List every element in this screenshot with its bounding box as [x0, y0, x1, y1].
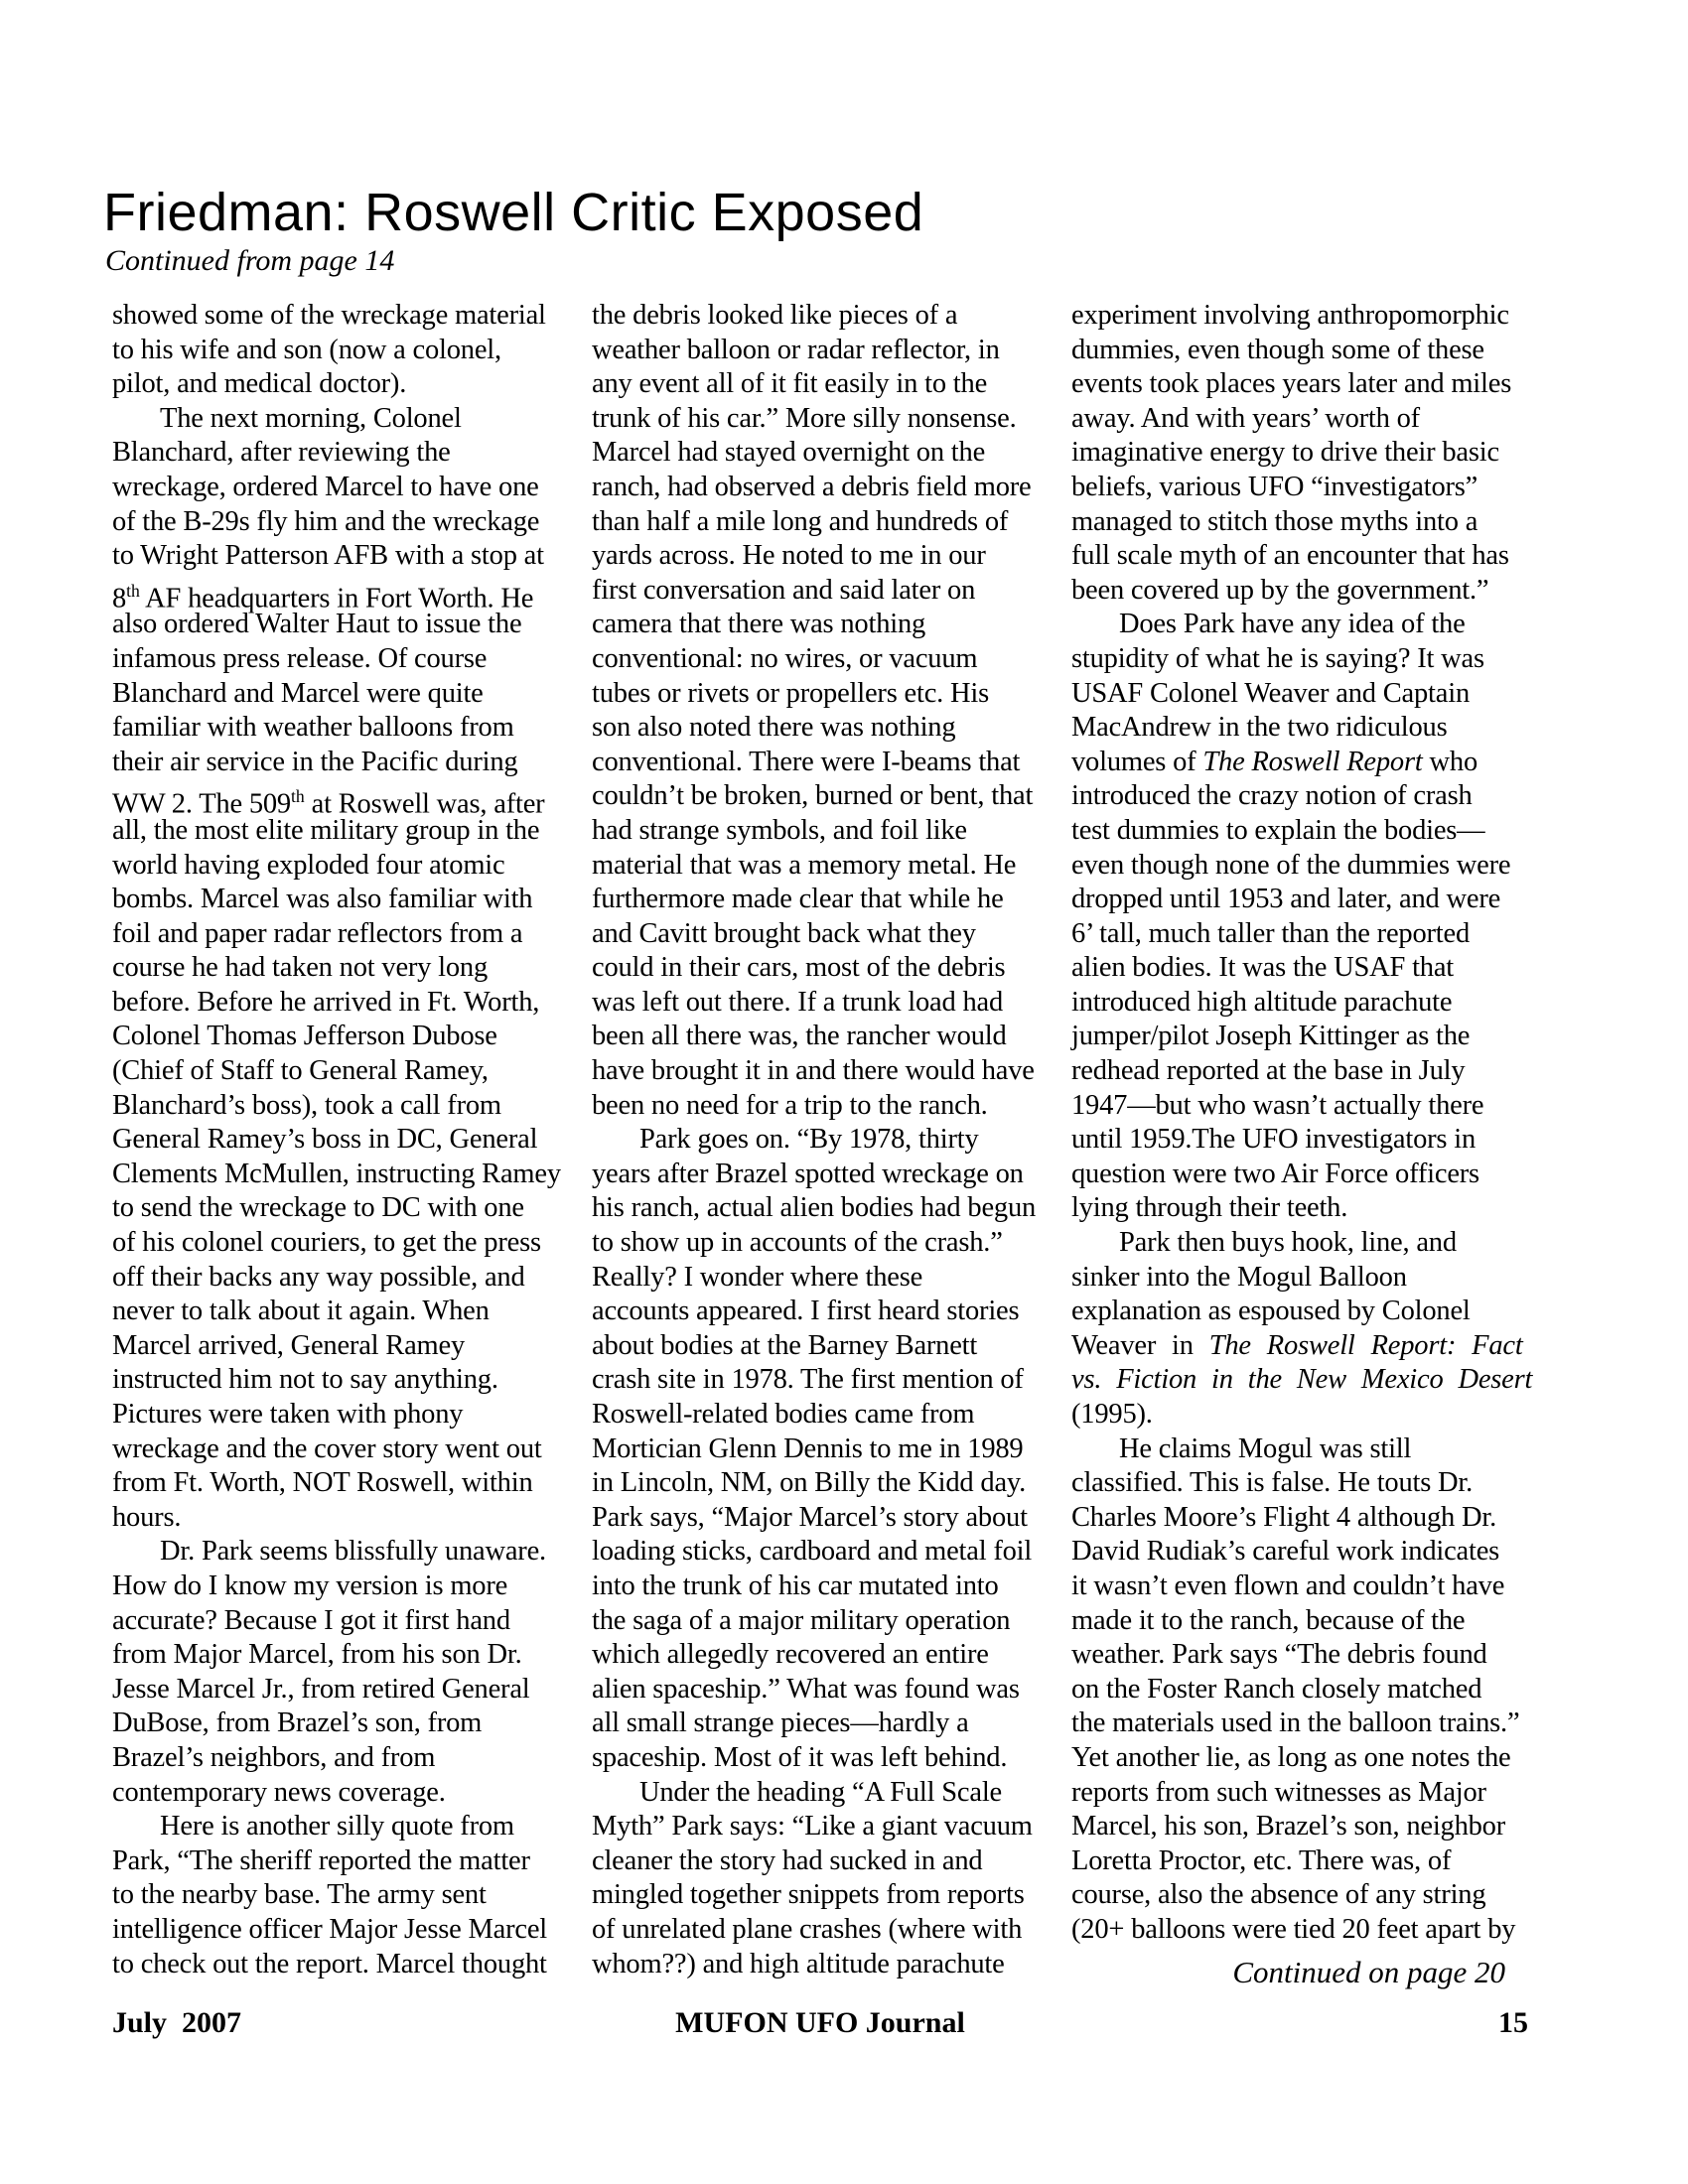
- text-line: yards across. He noted to me in our: [592, 540, 986, 572]
- text-line: off their backs any way possible, and: [112, 1261, 525, 1293]
- text-line: Does Park have any idea of the: [1119, 609, 1466, 640]
- text-line: managed to stitch those myths into a: [1071, 505, 1478, 537]
- text-line: loading sticks, cardboard and metal foil: [592, 1536, 1033, 1568]
- text-line: 1947—but who wasn’t actually there: [1071, 1089, 1484, 1121]
- text-line: material that was a memory metal. He: [592, 849, 1017, 881]
- text-line: Blanchard’s boss), took a call from: [112, 1089, 501, 1121]
- text-line: even though none of the dummies were: [1071, 849, 1511, 881]
- text-line: test dummies to explain the bodies—: [1071, 814, 1485, 846]
- text-line: Loretta Proctor, etc. There was, of: [1071, 1844, 1452, 1876]
- text-line: was left out there. If a trunk load had: [592, 986, 1004, 1018]
- text-line: the materials used in the balloon trains.”: [1071, 1707, 1520, 1739]
- text-line: Under the heading “A Full Scale: [639, 1776, 1002, 1808]
- text-line: Brazel’s neighbors, and from: [112, 1741, 436, 1773]
- text-line: volumes of The Roswell Report who: [1071, 746, 1478, 777]
- text-line: been all there was, the rancher would: [592, 1021, 1007, 1052]
- text-line: (Chief of Staff to General Ramey,: [112, 1055, 489, 1087]
- text-line: Park says, “Major Marcel’s story about: [592, 1501, 1028, 1533]
- text-line: to his wife and son (now a colonel,: [112, 334, 501, 365]
- text-line: Blanchard and Marcel were quite: [112, 677, 484, 709]
- text-line: had strange symbols, and foil like: [592, 814, 967, 846]
- text-line: imaginative energy to drive their basic: [1071, 437, 1499, 469]
- text-line: Park goes on. “By 1978, thirty: [639, 1124, 979, 1156]
- text-line: events took places years later and miles: [1071, 368, 1512, 400]
- text-line: Weaver in The Roswell Report: Fact: [1071, 1329, 1523, 1361]
- text-line: accounts appeared. I first heard stories: [592, 1296, 1020, 1327]
- text-line: also ordered Walter Haut to issue the: [112, 609, 522, 640]
- text-line: until 1959.The UFO investigators in: [1071, 1124, 1477, 1156]
- text-line: Marcel had stayed overnight on the: [592, 437, 986, 469]
- page-title: Friedman: Roswell Critic Exposed: [103, 183, 924, 242]
- text-line: first conversation and said later on: [592, 574, 976, 606]
- text-line: Marcel, his son, Brazel’s son, neighbor: [1071, 1811, 1506, 1843]
- text-line: 8th AF headquarters in Fort Worth. He: [112, 580, 534, 614]
- text-line: spaceship. Most of it was left behind.: [592, 1741, 1008, 1773]
- text-line: He claims Mogul was still: [1119, 1433, 1412, 1464]
- text-line: and Cavitt brought back what they: [592, 917, 976, 949]
- text-line: all, the most elite military group in the: [112, 814, 540, 846]
- text-line: Pictures were taken with phony: [112, 1399, 464, 1430]
- text-line: ranch, had observed a debris field more: [592, 471, 1032, 502]
- text-line: tubes or rivets or propellers etc. His: [592, 677, 990, 709]
- text-line: question were two Air Force officers: [1071, 1158, 1479, 1189]
- text-line: Clements McMullen, instructing Ramey: [112, 1158, 561, 1189]
- text-line: Marcel arrived, General Ramey: [112, 1329, 466, 1361]
- text-line: Really? I wonder where these: [592, 1261, 923, 1293]
- text-line: years after Brazel spotted wreckage on: [592, 1158, 1024, 1189]
- text-line: to send the wreckage to DC with one: [112, 1192, 524, 1224]
- text-line: stupidity of what he is saying? It was: [1071, 642, 1484, 674]
- text-line: son also noted there was nothing: [592, 712, 956, 744]
- text-line: Park, “The sheriff reported the matter: [112, 1844, 530, 1876]
- text-line: dropped until 1953 and later, and were: [1071, 884, 1501, 915]
- text-line: it wasn’t even flown and couldn’t have: [1071, 1570, 1505, 1601]
- text-line: jumper/pilot Joseph Kittinger as the: [1071, 1021, 1471, 1052]
- text-line: of unrelated plane crashes (where with: [592, 1913, 1023, 1945]
- text-line: in Lincoln, NM, on Billy the Kidd day.: [592, 1467, 1027, 1499]
- text-line: (20+ balloons were tied 20 feet apart by: [1071, 1913, 1516, 1945]
- text-line: conventional. There were I-beams that: [592, 746, 1021, 777]
- text-line: MacAndrew in the two ridiculous: [1071, 712, 1448, 744]
- text-line: The next morning, Colonel: [160, 402, 462, 434]
- text-line: David Rudiak’s careful work indicates: [1071, 1536, 1500, 1568]
- text-line: explanation as espoused by Colonel: [1071, 1296, 1471, 1327]
- footer-date: July 2007: [112, 2006, 242, 2039]
- text-line: classified. This is false. He touts Dr.: [1071, 1467, 1474, 1499]
- text-line: foil and paper radar reflectors from a: [112, 917, 523, 949]
- text-line: of the B-29s fly him and the wreckage: [112, 505, 540, 537]
- text-line: showed some of the wreckage material: [112, 300, 546, 331]
- text-line: full scale myth of an encounter that has: [1071, 540, 1509, 572]
- text-line: introduced the crazy notion of crash: [1071, 780, 1473, 812]
- footer-page-number: 15: [1498, 2006, 1528, 2039]
- text-line: wreckage and the cover story went out: [112, 1433, 542, 1464]
- text-line: vs. Fiction in the New Mexico Desert: [1071, 1364, 1533, 1396]
- text-line: alien spaceship.” What was found was: [592, 1673, 1020, 1705]
- text-line: accurate? Because I got it first hand: [112, 1604, 510, 1636]
- text-line: Myth” Park says: “Like a giant vacuum: [592, 1811, 1033, 1843]
- text-line: pilot, and medical doctor).: [112, 368, 407, 400]
- text-column-1: [112, 299, 571, 1981]
- text-line: Jesse Marcel Jr., from retired General: [112, 1673, 530, 1705]
- text-line: hours.: [112, 1501, 182, 1533]
- text-line: Charles Moore’s Flight 4 although Dr.: [1071, 1501, 1496, 1533]
- text-line: Dr. Park seems blissfully unaware.: [160, 1536, 546, 1568]
- text-line: the saga of a major military operation: [592, 1604, 1011, 1636]
- text-line: to show up in accounts of the crash.”: [592, 1227, 1003, 1259]
- text-line: any event all of it fit easily in to the: [592, 368, 988, 400]
- text-line: introduced high altitude parachute: [1071, 986, 1453, 1018]
- text-line: reports from such witnesses as Major: [1071, 1776, 1486, 1808]
- text-line: been covered up by the government.”: [1071, 574, 1489, 606]
- text-line: world having exploded four atomic: [112, 849, 505, 881]
- text-line: on the Foster Ranch closely matched: [1071, 1673, 1482, 1705]
- text-line: USAF Colonel Weaver and Captain: [1071, 677, 1470, 709]
- text-line: of his colonel couriers, to get the press: [112, 1227, 541, 1259]
- text-line: to the nearby base. The army sent: [112, 1879, 487, 1911]
- text-line: their air service in the Pacific during: [112, 746, 518, 777]
- text-line: could in their cars, most of the debris: [592, 952, 1006, 984]
- text-line: infamous press release. Of course: [112, 642, 488, 674]
- text-line: bombs. Marcel was also familiar with: [112, 884, 533, 915]
- continued-from-note: Continued from page 14: [105, 244, 395, 277]
- footer-journal-title: MUFON UFO Journal: [675, 2006, 965, 2039]
- text-line: conventional: no wires, or vacuum: [592, 642, 978, 674]
- text-line: familiar with weather balloons from: [112, 712, 514, 744]
- text-line: have brought it in and there would have: [592, 1055, 1035, 1087]
- text-column-2: [592, 299, 1051, 1981]
- text-line: been no need for a trip to the ranch.: [592, 1089, 988, 1121]
- text-line: (1995).: [1071, 1399, 1153, 1430]
- text-line: wreckage, ordered Marcel to have one: [112, 471, 539, 502]
- text-line: made it to the ranch, because of the: [1071, 1604, 1466, 1636]
- text-line: trunk of his car.” More silly nonsense.: [592, 402, 1017, 434]
- text-line: dummies, even though some of these: [1071, 334, 1484, 365]
- text-line: from Major Marcel, from his son Dr.: [112, 1639, 522, 1671]
- text-line: alien bodies. It was the USAF that: [1071, 952, 1455, 984]
- text-line: WW 2. The 509th at Roswell was, after: [112, 786, 545, 820]
- article-body: [112, 299, 1533, 1981]
- text-line: to Wright Patterson AFB with a stop at: [112, 540, 544, 572]
- text-line: Here is another silly quote from: [160, 1811, 514, 1843]
- text-line: into the trunk of his car mutated into: [592, 1570, 999, 1601]
- text-line: mingled together snippets from reports: [592, 1879, 1025, 1911]
- text-line: Colonel Thomas Jefferson Dubose: [112, 1021, 497, 1052]
- text-line: crash site in 1978. The first mention of: [592, 1364, 1024, 1396]
- text-line: all small strange pieces—hardly a: [592, 1707, 969, 1739]
- text-line: experiment involving anthropomorphic: [1071, 300, 1509, 331]
- text-line: about bodies at the Barney Barnett: [592, 1329, 978, 1361]
- text-line: DuBose, from Brazel’s son, from: [112, 1707, 483, 1739]
- text-line: from Ft. Worth, NOT Roswell, within: [112, 1467, 533, 1499]
- text-line: than half a mile long and hundreds of: [592, 505, 1009, 537]
- text-line: course, also the absence of any string: [1071, 1879, 1486, 1911]
- text-line: How do I know my version is more: [112, 1570, 508, 1601]
- text-line: to check out the report. Marcel thought: [112, 1948, 547, 1979]
- text-line: his ranch, actual alien bodies had begun: [592, 1192, 1037, 1224]
- text-line: sinker into the Mogul Balloon: [1071, 1261, 1407, 1293]
- text-line: Roswell-related bodies came from: [592, 1399, 975, 1430]
- text-line: which allegedly recovered an entire: [592, 1639, 989, 1671]
- text-line: Mortician Glenn Dennis to me in 1989: [592, 1433, 1024, 1464]
- text-line: General Ramey’s boss in DC, General: [112, 1124, 538, 1156]
- text-line: Yet another lie, as long as one notes the: [1071, 1741, 1511, 1773]
- text-line: couldn’t be broken, burned or bent, that: [592, 780, 1034, 812]
- text-line: lying through their teeth.: [1071, 1192, 1348, 1224]
- text-line: camera that there was nothing: [592, 609, 926, 640]
- text-line: never to talk about it again. When: [112, 1296, 490, 1327]
- text-line: away. And with years’ worth of: [1071, 402, 1420, 434]
- text-line: intelligence officer Major Jesse Marcel: [112, 1913, 547, 1945]
- text-line: Park then buys hook, line, and: [1119, 1227, 1457, 1259]
- text-line: course he had taken not very long: [112, 952, 489, 984]
- text-line: weather. Park says “The debris found: [1071, 1639, 1487, 1671]
- text-line: contemporary news coverage.: [112, 1776, 446, 1808]
- text-line: weather balloon or radar reflector, in: [592, 334, 1000, 365]
- text-line: beliefs, various UFO “investigators”: [1071, 471, 1478, 502]
- text-line: whom??) and high altitude parachute: [592, 1948, 1005, 1979]
- text-line: before. Before he arrived in Ft. Worth,: [112, 986, 540, 1018]
- text-line: furthermore made clear that while he: [592, 884, 1004, 915]
- text-line: the debris looked like pieces of a: [592, 300, 958, 331]
- text-line: instructed him not to say anything.: [112, 1364, 498, 1396]
- text-line: 6’ tall, much taller than the reported: [1071, 917, 1471, 949]
- text-line: Blanchard, after reviewing the: [112, 437, 451, 469]
- text-column-3: [1071, 299, 1533, 1981]
- text-line: redhead reported at the base in July: [1071, 1055, 1466, 1087]
- continued-on-note: Continued on page 20: [1232, 1955, 1505, 1989]
- text-line: cleaner the story had sucked in and: [592, 1844, 983, 1876]
